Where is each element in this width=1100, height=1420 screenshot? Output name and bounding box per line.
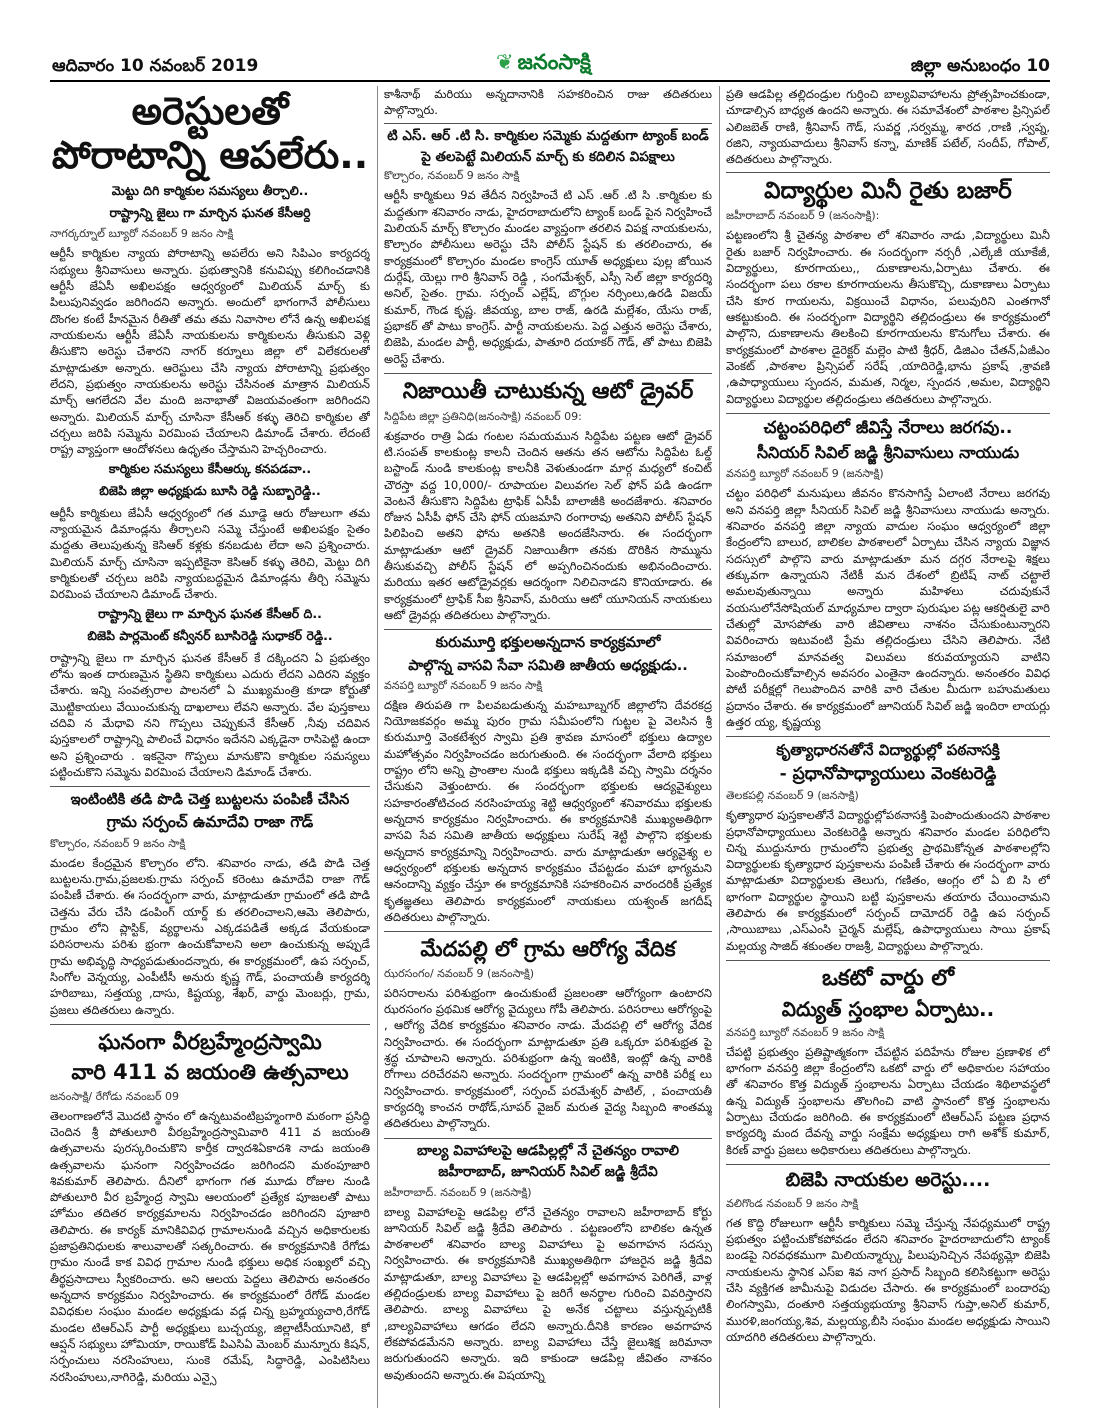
article-bjp-arrest: [726, 1169, 1050, 1345]
article-headline: అరెస్టులతో పోరాటాన్ని ఆపలేరు..: [51, 89, 369, 177]
column-2: [384, 86, 712, 1408]
article-body: తెలంగాణలోనే మొదటి స్థానం లో ఉన్నటువంటిబ్రహ్మంగారి మఠంగా ప్రసిద్ధి చెందిన శ్రీ పోతులూరి వీరబ్రహ్మేంద్రస్వామివారి 411 వ జయంతి ఉత్సవాలను పురస్కరించుకొని కార్తీక ద్వాదశిఏకాదశి నాడు జయంతి ఉత్సవాలను ఘనంగా నిర్వహించడం జరిగిందని మఠంపూజారి శివకుమార్ తెలిపారు. దీనిలో భాగంగా గత మూడు రోజుల నుండి పోతులూరి వీర బ్రహ్మేంద్ర స్వామి ఆలయంలో ప్రత్యేక పూజలతో పాటు హోమం తదితర కార్యక్రమాలను నిర్వహించడం జరిగిందని పూజారి తెలిపారు. ఈ కార్యక్ మానికివివిధ గ్రామాలనుండి వచ్చిన అధికారులకు ప్రజాప్రతినిధులకు శాలువాలతో సత్కరించారు. ఈ కార్యక్రమానికి రేగోడు గ్రామం నుండే కాక వివిధ గ్రామాల నుండి భక్తులు అధిక సంఖ్యలో వచ్చి తీర్థప్రసాదాలు స్వీకరించారు. అని ఆలయ పెద్దలు తెలిపారు అనంతరం అన్నదాన కార్యక్రమం నిర్వహించారు. ఈ కార్యక్రమంలో రేగోడ్ మండల వివిధకుల సంఘం మండల అధ్యక్షుడు వడ్ల చిన్న బ్రహ్మయ్యచారి,రేగోడ్ మండల టిఆర్ఎస్ పార్టీ అధ్యక్షులు బుచ్చయ్య, జిల్లాటీసీయూనిటి, కో ఆప్షన్ సభ్యులు హోమియా, రాయికోడ్ పిఎసిఏ మెంబర్ మున్నూరు కిషన్, సర్పంచులు నరసింహులు, సుంకె రమేష్, సిద్ధారెడ్డి, ఎంపిటిసిలు నరసింహులు,నాగిరెడ్డి, మరియు ఎన్సై: [50, 1108, 370, 1384]
article-continuation: ప్రతి ఆడపిల్ల తల్లిదండ్రుల గుర్తించి బాల్యవివాహాలను ప్రోత్సహించకుండా, చూడాల్సిన బాధ్యత ఉందని అన్నారు. ఈ సమావేశంలో పాఠశాల ప్రిన్సిపల్ ఎలిజబెత్ రాణి, శ్రీనివాస్ గౌడ్, సువర్ణ ,సర్వమ్మ, శారద ,రాణి ,స్వప్న, రజిని, న్యాయవాదులు శ్రీనివాస్ కన్నా, మాణిక్ పటేల్, సందీప్, గోపాల్, తదితరులు పాల్గొన్నారు.: [726, 87, 1050, 167]
article-divider: [384, 1138, 712, 1139]
section-page-label: జిల్లా అనుబంధం 10: [910, 56, 1050, 76]
article-body: ఆర్టీసీ కార్మికుల న్యాయ పోరాటాన్ని అపలేరు అని సిపిఎం కార్యదర్శ సభ్యులు శ్రీనివాసులు అన్నారు. ప్రభుత్వానికి కనువిప్పు కలిగించడానికి ఆర్టీసీ జేఏసీ అఖిలపక్షం ఆధ్వర్యంలో మిలియన్ మార్చ్ కు పిలుపునివ్వడం జరిగిందని అన్నారు. అందులో భాగంగానే పోలీసులు దొంగల కంటే హీనమైన రీతితో తమ తమ నివాసాల లోనే ఉన్న అఖిలపక్ష నాయకులను ఆర్టీసీ జేఏసీ నాయకులను కార్మికులను తీసుకుని వెళ్లి తీసుకొని అరెస్టు చేశారని నాగర్ కర్నూలు జిల్లా లో విలేకరులతో మాట్లాడుతూ అన్నారు. ఆరెస్టులు చేసి న్యాయ పోరాటాన్ని ప్రభుత్వం లేదని, ప్రభుత్వం నాయకులను అరెస్టు చేసినంత మాత్రాన మిలియన్ మార్చ్ ఆగలేదని వేల మంది జనాభాతో విజయవంతంగా జరిగిందని అన్నారు. మిలియన్ మార్చ్ చూసినా కేసీఆర్ కళ్ళు తెరిచి కార్మికుల తో చర్చలు జరిపి సమ్మెను విరమింప చేయాలని డిమాండ్ చేశారు. లేదంటే రాష్ట్ర వ్యాప్తంగా ఆందోళనలు ఉధృతం చేస్తామని హెచ్చరించారు.: [50, 246, 370, 457]
issue-date: ఆదివారం 10 నవంబర్ 2019: [52, 56, 259, 76]
article-mini-rythu-bazar: [726, 177, 1050, 407]
article-subheadline: మెట్టు దిగి కార్మికుల సమస్యలు తీర్చాలి..: [111, 183, 309, 199]
article-waste-bins: [50, 791, 370, 1018]
article-dateline: సిద్దిపేట జిల్లా ప్రతినిధి(జనంసాక్షి) నవంబర్ 09:: [384, 409, 582, 423]
article-dateline: నాగర్కర్నూల్ బ్యూరో నవంబర్ 9 జనం సాక్షి: [50, 227, 234, 241]
article-dateline: జహీరాబాద్. నవంబర్ 9 (జనసాక్షి): [384, 1185, 532, 1199]
article-headline: ఇంటింటికి తడి పొడి చెత్త బుట్టలను పంపిణీ చేసిన: [70, 792, 350, 809]
column-divider: [377, 86, 378, 1408]
article-headline: - ప్రధానోపాధ్యాయులు వెంకటరెడ్డి: [779, 763, 997, 784]
article-body: బాల్య వివాహాలపై ఆడపిల్ల లోనే చైతన్యం రావాలని జహీరాబాద్ కోర్టు జూనియర్ సివిల్ జడ్జి శ్రీదేవి తెలిపారు . పట్టణంలోని బాలికల ఉన్నత పాఠశాలలో శనివారం బాల్య వివాహాలు పై అవగాహన సదస్సు నిర్వహించారు. ఈ కార్యక్రమానికి ముఖ్యఅతిథిగా హాజరైన జడ్జి శ్రీదేవి మాట్లాడుతూ, బాల్య వివాహాలు పై ఆడపిల్లల్లో అవగాహన పెరిగితే, వాళ్ల తల్లిదండ్రులకు బాల్య వివాహాలు పై జరిగే అనర్థాల గురించి వివరిస్తారని తెలిపారు. బాల్య వివాహాలు పై అనేక చట్టాలు వస్తున్నప్పటికీ ,బాల్యవివాహాలు ఆగడం లేదని అన్నారు.దీనికి కారణం అవగాహన లేకపోవడమేనని అన్నారు. బాల్య వివాహాలు చేస్తే జైలుశిక్ష జరిమానా జరుగుతుందని అన్నారు. ఇది కాకుండా ఆడపిల్ల జీవితం నాశనం అవుతుందని అన్నారు.ఈ విషయాన్ని: [384, 1204, 712, 1382]
article-headline: విద్యార్థుల మినీ రైతు బజార్: [764, 177, 1012, 204]
newspaper-logo: [496, 50, 591, 80]
article-divider: [726, 413, 1050, 414]
article-headline: పై తలపెట్టే మిలియన్ మార్చ్ కు కదిలిన విపక్షాలు: [421, 148, 675, 165]
article-divider: [50, 786, 370, 787]
article-health-forum: [384, 936, 712, 1131]
article-body: శుక్రవారం రాత్రి ఏడు గంటల సమయమున సిద్దిపేట పట్టణ ఆటో డ్రైవర్ టి.సంపత్ కాలకుంట్ల కాలనీ చెందిన ఆతను తన ఆటోను సిద్దిపేట ఓల్డ్ బస్టాండ్ నుండి కాలకుంట్ల కాలనీకి వెళుతుండగా మార్గ మధ్యలో కంచిట్ చౌరస్తా వద్ద 10,000/- రూపాయల విలువగల సెల్ ఫోన్ పడి ఉండగా వెంటనే తీసుకొని సిద్దిపేట ట్రాఫిక్ ఏసీపీ బాలాజీకి అందజేశారు. శనివారం రోజున ఏసీపీ ఫోన్ చేసి ఫోన్ యజమాని రంగారావు అతనిని పోలీస్ స్టేషన్ పిలిపించి అతని ఫోను అతనికి అందజేసినారు. ఈ సందర్భంగా మాట్లాడుతూ ఆటో డ్రైవర్ నిజాయితీగా తనకు దొరికిన సొమ్మును తీసుకువచ్చి పోలీస్ స్టేషన్ లో అప్పగించినందుకు అభినందించారు. మరియు ఇతర ఆటోడ్రైవర్లకు ఆదర్శంగా నిలిచినాడని కొనియాడారు. ఈ కార్యక్రమంలో ట్రాఫిక్ సీఐ శ్రీనివాస్, మరియు ఆటో యూనియన్ నాయకులు ఆటో డ్రైవర్లు తదితరులు పాల్గొన్నారు.: [384, 428, 712, 623]
article-headline: కురుమూర్తి భక్తులఅన్నదాన కార్యక్రమాలో: [435, 635, 661, 652]
leaf-icon: ❦: [496, 50, 514, 74]
article-dateline: వనపర్తి బ్యూరో నవంబర్ 9 జనం సాక్షి: [726, 1025, 885, 1039]
article-dateline: వనపర్తి బ్యూరో నవంబర్ 9 (జనసాక్షి): [726, 467, 884, 481]
article-headline: కృత్యాధారనతోనే విద్యార్థుల్లో పఠనాసక్తి: [776, 741, 1000, 760]
article-divider: [726, 1164, 1050, 1165]
article-divider: [384, 123, 712, 124]
article-dateline: కొల్చారం, నవంబర్ 9 జనం సాక్షి: [384, 169, 520, 183]
article-body: కృత్యాధార పుస్తకాలతోనే విద్యార్థుల్లోపఠనాసక్తి పెంపొందుతుందని పాఠశాల ప్రధానోపాధ్యాయులు వెంకటరెడ్డి అన్నారు శనివారం మండల పరిధిలోని చిన్న ముద్దునూరు గ్రామంలోని ప్రభుత్వ ప్రాథమికోన్నత పాఠశాలల్లోని విద్యార్థులకు కృత్యాధార పుస్తకాలను పంపిణీ చేశారు ఈ సందర్భంగా వారు మాట్లాడుతూ విద్యార్థులకు తెలుగు, గణితం, ఆంగ్లం లో ఏ బి సి లో భాగంగా విద్యార్థుల స్థాయిని బట్టి పుస్తకాలను తయారు చేయించామని తెలిపారు ఈ కార్యక్రమంలో సర్పంచ్ దామోదర్ రెడ్డి ఉప సర్పంచ్ ,సాయిబాబు ,ఎస్ఎంసి చైర్మన్ మల్లేష్, ఉపాధ్యాయులు సాయి ప్రకాష్ మల్లయ్య సాజిద్ శకుంతల రాజశ్రీ, విద్యార్థులు పాల్గొన్నారు.: [726, 808, 1050, 953]
article-headline: టి ఎస్. ఆర్ .టి సి. కార్మికుల సమ్మెకు మద్దతుగా ట్యాంక్ బండ్: [387, 127, 709, 144]
article-jayanthi: [50, 1029, 370, 1385]
article-headline: వారి 411 వ జయంతి ఉత్సవాలు: [71, 1060, 349, 1085]
article-headline: గ్రామ సర్పంచ్ ఉమాదేవి రాజా గౌడ్: [106, 813, 314, 832]
article-subheadline: రాష్ట్రాన్ని జైలు గా మార్చిన ఘనత కేసీఆర్ ది..: [98, 605, 322, 621]
article-body: ఆర్టీసీ కార్మికులు 9వ తేదీన నిర్వహించే టి ఎస్ .ఆర్ .టి సి .కార్మికుల కు మద్దతుగా శనివారం నాడు, హైదరాబాదులోని ట్యాంక్ బండ్ పైన నిర్వహించే మిలియన్ మార్చ్ కొల్చారం మండల వ్యాప్తంగా తరలిన విపక్ష నాయకులను, కొల్చారం పోలీసులు అరెస్టు చేసి పోలీస్ స్టేషన్ కు తరలించారు, ఈ కార్యక్రమంలో కొల్చారం మండల కాంగ్రెస్ యూత్ అధ్యక్షులు పుల్ల జోయిన దుర్గేష్, యెల్లు గారి శ్రీనివాస్ రెడ్డి , సంగమేశ్వర్, ఎస్సీ సెల్ జిల్లా కార్యదర్శి అనిల్, సైతం. గ్రామ. సర్పంచ్ ఎల్లేష్, బొగ్గుల నర్సింలు,ఉరడి విజయ్ కుమార్, గౌండ కృష్ణ. జీవయ్య, బాల రాజ్, ఉరడి మల్లేశం, యేసు రాజ్, ప్రభాకర్ తో పాటు కాంగ్రెస్. పార్టీ నాయకులను. పెద్ద ఎత్తున అరెస్టు చేశారు, బిజెపి, మండల పార్టీ, అధ్యక్షుడు, పాతూరి దయాకర్ గౌడ్, తో పాటు బిజెపి అరెస్ట్ చేశారు.: [384, 188, 712, 366]
article-headline: బిజెపి నాయకుల అరెస్టు....: [785, 1168, 991, 1191]
article-headline: సీనియర్ సివిల్ జడ్జి శ్రీనివాసులు నాయుడు: [756, 443, 1020, 463]
article-divider: [726, 960, 1050, 961]
masthead-rule: [50, 80, 1050, 82]
newspaper-name: జనంసాక్షి: [517, 50, 591, 74]
article-dateline: వలిగొండ నవంబర్ 9 జనం సాక్షి: [726, 1196, 859, 1210]
article-headline: ఘనంగా వీరబ్రహ్మేంద్రస్వామి: [98, 1030, 322, 1055]
masthead: [0, 0, 1100, 90]
article-body: ఆర్టీసీ కార్మికులు జేఏసీ ఆధ్వర్యంలో గత మూడ్డె ఆరు రోజులుగా తమ న్యాయమైన డిమాండ్లను తీర్చాలని సమ్మె చేస్తుంటే అఖిలపక్షం సైతం మద్దతు తెలుపుతున్న కెసిఆర్ కళ్లకు కనబడుట లేదా అని ప్రశ్నించారు. మిలియన్ మార్చ్ చూసినా ఇప్పటికైనా కెసిఆర్ కళ్ళు తెరిచి, మెట్టు దిగి కార్మికులతో చర్చలు జరిపి న్యాయబద్ధమైన డిమాండ్లను తీర్చి సమ్మెను విరమింప చేయాలని డిమాండ్ చేశారు.: [50, 505, 370, 602]
article-divider: [384, 629, 712, 630]
article-kicker: చట్టంపరిధిలో జీవిస్తే నేరాలు జరగవు..: [763, 418, 1013, 438]
article-divider: [50, 1024, 370, 1025]
article-dateline: జహీరాబాద్ నవంబర్ 9 (జనంసాక్షి):: [726, 209, 880, 223]
article-headline: బాల్య వివాహాలపై ఆడపిల్లల్లో నే చైతన్యం రావాలి: [417, 1142, 679, 1159]
article-headline: ఒకటో వార్డు లో: [821, 966, 955, 992]
article-body: దక్షిణ తిరుపతి గా పిలవబడుతున్న మహబూబ్నగర్ జిల్లాలోని దేవరకద్ర నియోజకవర్గం అమ్మ పురం గ్రామ సమీపంలోని గుట్టల పై వెలసిన శ్రీ కురుమూర్తి వెంకటేశ్వర స్వామి ప్రతి శ్రావణ మాసంలో భక్తులు ఉద్యాల మహోత్సవం నిర్వహించడం జరుగుతుంది. ఈ సందర్భంగా వేలాది భక్తులు రాష్ట్రం లోని అన్ని ప్రాంతాల నుండి భక్తులు ఇక్కడికి వచ్చి స్వామి దర్శనం చేసుకుని వెళ్తుంటారు. ఈ సందర్భంగా భక్తులకు ఆద్యవైశ్యులు సహకారంతోటిచంద నరసింహయ్య శెట్టి ఆధ్వర్యంలో శనివారము భక్తులకు అన్నదాన కార్యక్రమం నిర్వహించారు. ఈ కార్యక్రమానికి ముఖ్యఅతిథిగా వాసవి సేవ సమితి జాతీయ అధ్యక్షులు సురేష్ శెట్టి పాల్గొని భక్తులకు అన్నదాన కార్యక్రమాన్ని నిర్వహించారు. వారు మాట్లాడుతూ ఆర్యవైశ్య ల ఆధ్వర్యంలో భక్తులకు అన్నదాన కార్యక్రమం చేపట్టడం మహా భాగ్యమని ఆనందాన్ని వ్యక్తం చేస్తూ ఈ కార్యక్రమానికి సహకరించిన వారందరికీ ప్రత్యేక కృతజ్ఞతలు తెలిపారు కార్యక్రమంలో నాయకులు యశ్వంత్ జగదీష్ తదితరులు పాల్గొన్నారు.: [384, 697, 712, 924]
article-child-marriage: [384, 1143, 712, 1384]
article-body: రాష్ట్రాన్ని జైలు గా మార్చిన ఘనత కేసీఆర్ కే దక్కిందని ఏ ప్రభుత్వం లోను ఇంత దారుణమైన స్థితిని కార్మికులు ఎదురు లేదని ఎదిరని వ్యక్తం చేశారు. ఇన్ని సంవత్సరాల పాలనలో ఏ ముఖ్యమంత్రి కూడా కోర్టుతో మొట్టికాయలు వేయించుకున్న దాఖలాలు లేవని అన్నారు. వేల పుస్తకాలు చదివి న మేధావి నని గొప్పలు చెప్పుకునే కేసీఆర్ ,నీవు చదివిన పుస్తకాలలో రాష్ట్రాన్ని పాలించే విధానం ఇదేనని ఎక్కడైనా రాసిపెట్టి ఉందా అని ప్రశ్నించారు . ఇకనైనా గొప్పలు మానుకొని కార్మికుల సమస్యలు పట్టించుకొని సమ్మెను విరమింప చేయాలని డిమాండ్ చేశారు.: [50, 650, 370, 779]
article-dateline: తెలకపల్లి నవంబర్ 9 (జనసాక్షి): [726, 789, 859, 803]
article-headline: మేదపల్లి లో గ్రామ ఆరోగ్య వేదిక: [420, 937, 676, 962]
article-kurumurthi: [384, 634, 712, 925]
article-divider: [726, 172, 1050, 173]
article-continuation: కాశీనాథ్ మరియు అన్నదానానికి సహకరించిన రాజు తదితరులు పాల్గొన్నారు.: [384, 87, 712, 118]
article-headline: విద్యుత్ స్తంభాల ఏర్పాటు..: [781, 996, 995, 1021]
article-body: గత కొద్ది రోజులుగా ఆర్టీసీ కార్మికులు సమ్మె చేస్తున్న నేపధ్యములో రాష్ట్ర ప్రభుత్వం పట్టించుకోకపోవడం లేదని శనివారం హైదరాబాదులోని ట్యాంక్ బండపై నిరవధకముగా మిలియన్మార్చ్కు పిలుపునిచ్చిన నేపథ్యమ్లో బిజెపి నాయకులను స్థానిక ఎస్ఐ శివ నాగ ప్రసాద్ సిబ్బంది కలిసికట్టుగా అరెస్టు చేసి వ్యక్తిగత జామీనుపై విడుదల చేసారు. ఈ కార్యక్రమంలో బందారపు లింగస్వామి, దంతూరి సత్తయ్యభుయ్యా శ్రీనివాస్ గుప్తా,అనిల్ కుమార్, మురళి,జంగయ్య,శివ, మల్లయ్య,బీసి సంఘం మండల అధ్యక్షుడు సాయిని యాదగిరి తదితరులు పాల్గొన్నారు.: [726, 1215, 1050, 1344]
article-senior-judge: [726, 418, 1050, 730]
article-body: పరిసరాలను పరిశుభ్రంగా ఉంచుకుంటే ప్రజలంతా ఆరోగ్యంగా ఉంటారని ఝరసంగం ప్రథమిక ఆరోగ్య వైద్యులు గోపీ తెలిపారు. పరిసరాలు ఆరోగ్యంపై , ఆరోగ్య వేదిక కార్యక్రమం శనివారం నాడు. మేదపల్లి లో ఆరోగ్య వేదిక నిర్వహించారు. ఈ సందర్భంగా మాట్లాడుతూ ప్రతి ఒక్కరూ పరిశుభ్రత పై శ్రద్ధ చూపాలని అన్నారు. పరిశుభ్రంగా ఉన్న ఇంటికి, ఇంట్లో ఉన్న వారికి రోగాలు దరిచేరవని అన్నారు. సందర్భంగా గ్రామంలో ఉన్న వారికి పరీక్ష లు నిర్వహించారు. కార్యక్రమంలో, సర్పంచ్ పరమేశ్వర్ పాటిల్, , పంచాయతీ కార్యదర్శి కాంచన రాథోడ్,సూపర్ వైజర్ మరుత వైద్య సిబ్బంది శాంతమ్మ తదితరులు పాల్గొన్నారు.: [384, 985, 712, 1131]
article-subheadline: రాష్ట్రాన్ని జైలు గా మార్చిన ఘనత కేసీఆర్ది: [109, 205, 311, 221]
article-body: చేపట్టి ప్రభుత్వం ప్రతిష్టాత్మకంగా చేపట్టిన పదిహేను రోజుల ప్రణాళిక లో భాగంగా వనపర్తి జిల్లా కేంద్రంలోని ఒకటో వార్డు లో అధికారుల సహాయం తో శనివారం కొత్త విద్యుత్ స్తంభాలను ఏర్పాటు చేయడం శిథిలావస్థలో ఉన్న విద్యుత్ స్తంభాలను తొలగించి వాటి స్థానంలో కొత్త స్తంభాలను ఏర్పాటు చేయడం జరిగింది. ఈ కార్యక్రమంలో టిఆర్ఎస్ పట్టణ ప్రధాన కార్యదర్శి మంద దేవన్న వార్డు సంక్షేమ అధ్యక్షులు రాగి అశోక్ కుమార్, కిరణ్ వార్డు ప్రజలు అధికారులు తదితరులు పాల్గొన్నారు.: [726, 1044, 1050, 1157]
article-dateline: వనపర్తి బ్యూరో నవంబర్ 9 జనం సాక్షి: [384, 678, 543, 692]
column-divider: [719, 86, 720, 1408]
article-subheadline: బిజెపి జిల్లా అధ్యక్షుడు బూసి రెడ్డి సుబ్బారెడ్డి..: [99, 482, 321, 498]
article-dateline: ఝరసంగం/ నవంబర్ 9 (జనంసాక్షి): [384, 966, 535, 980]
article-headline: పాల్గొన్న వాసవి సేవా సమితి జాతీయ అధ్యక్షుడు..: [408, 657, 688, 674]
article-workbooks: [726, 741, 1050, 954]
article-divider: [384, 931, 712, 932]
article-body: మండల కేంద్రమైన కొల్చారం లోని. శనివారం నాడు, తడి పొడి చెత్త బుట్టలను.గ్రామ,ప్రజలకు.గ్రామ సర్పంచ్ కరెంటు ఉమాదేవి రాజా గౌడ్ పంపిణీ చేశారు. ఈ సందర్భంగా వారు, మాట్లాడుతూ గ్రామంలో తడి పొడి చెత్తను వేరు చేసి డంపింగ్ యార్డ్ కు తరలించాలని,ఆమె తెలిపారు, గ్రామం లోని ప్లాస్టిక్, వ్యర్థాలను ఎక్కడపడితే అక్కడ వేయకుండా పరిసరాలను పరిశు భ్రంగా ఉంచుకోవాలని అలా ఉంచుకున్న అప్పుడే గ్రామ అభివృద్ధి సాధ్యపడుతుందన్నారు, ఈ కార్యక్రమంలో, ఉప సర్పంచ్, సింగోల వెన్నయ్య, ఎంపీటీసీ అనురు కృష్ణ గౌడ్, పంచాయతీ కార్యదర్శి హరిబాబు, సత్తయ్య ,దాసు, కిష్టయ్య, శేఖర్, వార్డు మెంబర్లు, గ్రామ, ప్రజలు తదితరులు ఉన్నారు.: [50, 855, 370, 1017]
article-body: పట్టణంలోని శ్రీ చైతన్య పాఠశాల లో శనివారం నాడు ,విద్యార్థులు మినీ రైతు బజార్ నిర్వహించారు. ఈ సందర్భంగా నర్సరీ ,ఎల్కేజీ యూకేజీ, విద్యార్థులు, కూరగాయలు,, దుకాణాలను,ఏర్పాటు చేశారు. ఈ సందర్భంగా పలు రకాల కూరగాయలను తీసుకొచ్చి, దుకాణాలు ఏర్పాటు చేసి కూర గాయలను, విక్రయించే విధానం, పలువురిని ఎంతగానో ఆకట్టుకుంది. ఈ సందర్భంగా విద్యార్థిని తల్లిదండ్రులు ఈ కార్యక్రమంలో పాల్గొని, దుకాణాలను తిలకించి కూరగాయలను కొనుగోలు చేశారు. ఈ కార్యక్రమంలో పాఠశాల డైరెక్టర్ మల్లెం పాటి శ్రీధర్, డిజిఎం చేతన్,ఏజీఎం వెంకట్ ,పాఠశాల ప్రిన్సిపల్ సరేష్ ,యాదిరెడ్డి,భాను ప్రకాష్ ,శ్రావణి ,ఉపాధ్యాయులు స్పందన, మమత, నిర్మల, స్పందన ,అమల, విద్యార్థిని విద్యార్థులు విద్యార్థుల తల్లిదండ్రులు తదితరులు పాల్గొన్నారు.: [726, 228, 1050, 406]
article-subheadline: బిజెపి పార్లమెంట్ కన్వీనర్ బూసిరెడ్డి సుధాకర్ రెడ్డి..: [87, 627, 333, 643]
article-headline: నిజాయితీ చాటుకున్న ఆటో డ్రైవర్: [402, 379, 694, 405]
article-arrests: [50, 90, 370, 780]
article-headline: జహీరాబాద్, జూనియర్ సివిల్ జడ్జి శ్రీదేవి: [438, 1164, 658, 1180]
article-dateline: జనంసాక్షి/ రేగోడు నవంబర్ 09: [50, 1089, 180, 1103]
article-electric-poles: [726, 965, 1050, 1158]
article-divider: [384, 373, 712, 374]
article-divider: [726, 736, 1050, 737]
article-subheadline: కార్మికుల సమస్యలు కేసీఆర్కు కనపడవా..: [108, 460, 312, 476]
column-3: [726, 86, 1050, 1408]
article-dateline: కొల్చారం, నవంబర్ 9 జనం సాక్షి: [50, 836, 186, 850]
column-1: [50, 86, 370, 1408]
article-million-march: [384, 128, 712, 367]
article-body: చట్టం పరిధిలో మనుషులు జీవనం కొనసాగిస్తే ఏలాంటి నేరాలు జరగవు అని వనపర్తి జిల్లా సీనియర్ సివిల్ జడ్జి శ్రీనివాసులు నాయుడు అన్నారు. శనివారం వనపర్తి జిల్లా న్యాయ వాదుల సంఘం ఆధ్వర్యంలో జిల్లా కేంద్రంలోని బాలుర, బాలికల పాఠశాలలో ఏర్పాటు చేసిన న్యాయ విజ్ఞాన సదస్సులో పాల్గొని వారు మాట్లాడుతూ మన దగ్గర నేరాలపై శిక్షలు తక్కువగా ఉన్నాయని నేటికీ మన దేశంలో బ్రిటిష్ నాట్ చట్టాలే అమలవుతున్నాయి అన్నారు మహిళలు చదువుకునే వయసులోనేసోషియల్ మాధ్యమాల ద్వారా పురుషుల పట్ల ఆకర్షితులై వారి చేతుల్లో మోసపోతు వారి జీవితాలు నాశనం చేసుకుంటున్నారని వివరించారు ఇటువంటి ప్రేమ తల్లిదండ్రులు చేసిని తెలిపారు. నేటి సమాజంలో మానవత్వ విలువలు కరువయ్యాయని వాటిని పెంపొందించుకోవాల్సిన అవసరం ఎంతైనా ఉందన్నారు. అనంతరం వివిధ పోటీ పరీక్షల్లో గెలుపొందిన వారికి వారి చేతుల మీదుగా బహుమతులు ప్రదానం చేశారు. ఈ కార్యక్రమంలో జూనియర్ సివిల్ జడ్జి ఇందిరా లాయర్లు ఉత్తర య్య, కృష్ణయ్య: [726, 486, 1050, 729]
article-auto-driver: [384, 378, 712, 623]
